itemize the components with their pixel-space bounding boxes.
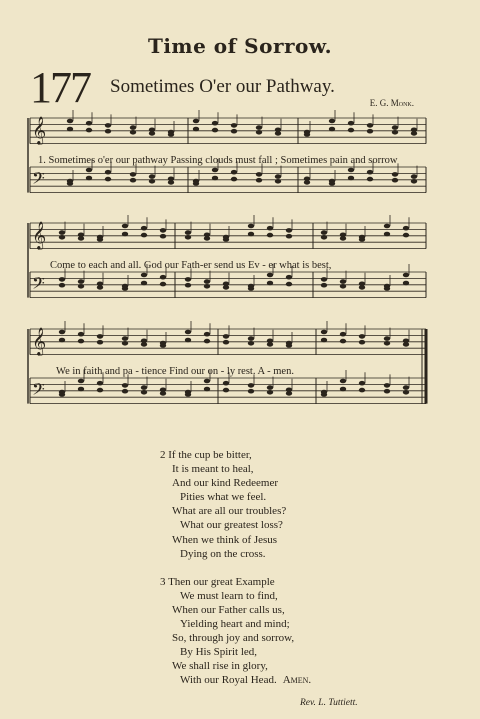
treble-clef: 𝄞 bbox=[32, 327, 47, 355]
note-head bbox=[256, 172, 262, 177]
note-head bbox=[392, 130, 398, 135]
treble-clef: 𝄞 bbox=[32, 116, 47, 144]
note-head bbox=[185, 392, 191, 397]
note-head bbox=[204, 284, 210, 289]
note-head bbox=[122, 232, 128, 237]
lyric-line-1: 1. Sometimes o'er our pathway Passing clouds must fall ; Sometimes pain and sorrow bbox=[38, 155, 398, 166]
note-head bbox=[204, 279, 210, 284]
note-head bbox=[185, 283, 191, 288]
note-head bbox=[212, 121, 218, 126]
note-head bbox=[160, 343, 166, 348]
note-head bbox=[286, 228, 292, 233]
note-head bbox=[97, 340, 103, 345]
note-head bbox=[231, 177, 237, 182]
note-head bbox=[97, 237, 103, 242]
note-head bbox=[223, 285, 229, 290]
verse-line: We must learn to find, bbox=[180, 589, 278, 602]
verses-block bbox=[160, 448, 311, 702]
note-head bbox=[286, 282, 292, 287]
note-head bbox=[275, 131, 281, 136]
note-head bbox=[149, 174, 155, 179]
note-head bbox=[105, 129, 111, 134]
note-head bbox=[185, 338, 191, 343]
note-head bbox=[130, 178, 136, 183]
note-head bbox=[141, 233, 147, 238]
note-head bbox=[403, 273, 409, 278]
note-head bbox=[359, 237, 365, 242]
note-head bbox=[59, 330, 65, 335]
note-head bbox=[411, 131, 417, 136]
note-head bbox=[86, 128, 92, 133]
note-head bbox=[340, 284, 346, 289]
note-head bbox=[267, 226, 273, 231]
note-head bbox=[97, 381, 103, 386]
note-head bbox=[304, 180, 310, 185]
lyric-line-2: Come to each and all. God our Fath-er send us Ev - er what is best, bbox=[50, 260, 332, 271]
verse-line: Pities what we feel. bbox=[180, 491, 267, 504]
bass-clef: 𝄢 bbox=[32, 273, 45, 297]
note-head bbox=[286, 275, 292, 280]
note-head bbox=[185, 230, 191, 235]
note-head bbox=[78, 339, 84, 344]
note-head bbox=[384, 383, 390, 388]
note-head bbox=[185, 330, 191, 335]
note-head bbox=[411, 174, 417, 179]
note-head bbox=[267, 390, 273, 395]
note-head bbox=[130, 172, 136, 177]
note-head bbox=[67, 119, 73, 124]
note-head bbox=[78, 379, 84, 384]
note-head bbox=[185, 277, 191, 282]
note-head bbox=[340, 279, 346, 284]
note-head bbox=[193, 127, 199, 132]
note-head bbox=[321, 392, 327, 397]
note-head bbox=[248, 383, 254, 388]
hymn-number: 177 bbox=[30, 63, 90, 112]
note-head bbox=[149, 131, 155, 136]
note-head bbox=[321, 338, 327, 343]
note-head bbox=[223, 388, 229, 393]
note-head bbox=[78, 332, 84, 337]
note-head bbox=[204, 236, 210, 241]
note-head bbox=[286, 234, 292, 239]
verse-line: What our greatest loss? bbox=[180, 519, 283, 532]
verse-line: With our Royal Head. bbox=[180, 674, 277, 687]
note-head bbox=[185, 235, 191, 240]
note-head bbox=[67, 181, 73, 186]
note-head bbox=[248, 341, 254, 346]
note-head bbox=[168, 180, 174, 185]
note-head bbox=[348, 128, 354, 133]
verse-line: By His Spirit led, bbox=[180, 646, 258, 659]
note-head bbox=[403, 233, 409, 238]
note-head bbox=[122, 224, 128, 229]
note-head bbox=[59, 277, 65, 282]
note-head bbox=[384, 389, 390, 394]
note-head bbox=[256, 178, 262, 183]
note-head bbox=[359, 334, 365, 339]
note-head bbox=[122, 336, 128, 341]
note-head bbox=[97, 334, 103, 339]
bass-clef: 𝄢 bbox=[32, 168, 45, 192]
note-head bbox=[78, 279, 84, 284]
note-head bbox=[384, 232, 390, 237]
note-head bbox=[321, 330, 327, 335]
note-head bbox=[392, 172, 398, 177]
note-head bbox=[340, 387, 346, 392]
note-head bbox=[78, 387, 84, 392]
note-head bbox=[160, 282, 166, 287]
note-head bbox=[105, 123, 111, 128]
verse-line: We shall rise in glory, bbox=[172, 660, 268, 673]
note-head bbox=[304, 132, 310, 137]
note-head bbox=[141, 342, 147, 347]
note-head bbox=[212, 128, 218, 133]
note-head bbox=[267, 281, 273, 286]
note-head bbox=[267, 342, 273, 347]
verse-3 bbox=[160, 575, 311, 688]
note-head bbox=[286, 391, 292, 396]
verse-line: So, through joy and sorrow, bbox=[172, 632, 295, 645]
note-head bbox=[321, 230, 327, 235]
note-head bbox=[160, 275, 166, 280]
note-head bbox=[86, 168, 92, 173]
note-head bbox=[105, 177, 111, 182]
note-head bbox=[359, 285, 365, 290]
verse-line: What are all our troubles? bbox=[172, 505, 287, 518]
note-head bbox=[67, 127, 73, 132]
note-head bbox=[348, 168, 354, 173]
note-head bbox=[78, 236, 84, 241]
note-head bbox=[59, 235, 65, 240]
note-head bbox=[149, 179, 155, 184]
note-head bbox=[59, 338, 65, 343]
note-head bbox=[86, 176, 92, 181]
verse-line: When our Father calls us, bbox=[172, 603, 285, 616]
note-head bbox=[204, 339, 210, 344]
note-head bbox=[348, 176, 354, 181]
note-head bbox=[223, 334, 229, 339]
note-head bbox=[321, 277, 327, 282]
note-head bbox=[204, 379, 210, 384]
note-head bbox=[231, 129, 237, 134]
note-head bbox=[130, 125, 136, 130]
note-head bbox=[59, 230, 65, 235]
note-head bbox=[329, 119, 335, 124]
verse-line: If the cup be bitter, bbox=[168, 449, 252, 461]
note-head bbox=[248, 286, 254, 291]
note-head bbox=[256, 125, 262, 130]
note-head bbox=[411, 179, 417, 184]
note-head bbox=[59, 392, 65, 397]
note-head bbox=[78, 284, 84, 289]
hymn-title: Sometimes O'er our Pathway. bbox=[110, 76, 335, 97]
note-head bbox=[367, 170, 373, 175]
note-head bbox=[160, 391, 166, 396]
section-title: Time of Sorrow. bbox=[147, 34, 333, 58]
lyricist-credit: Rev. L. Tuttiett. bbox=[300, 698, 358, 708]
verse-line: Dying on the cross. bbox=[180, 547, 266, 560]
verse-line: When we think of Jesus bbox=[172, 533, 278, 546]
note-head bbox=[160, 234, 166, 239]
verse-line: It is meant to heal, bbox=[172, 463, 254, 476]
note-head bbox=[359, 340, 365, 345]
note-head bbox=[223, 340, 229, 345]
note-head bbox=[329, 127, 335, 132]
note-head bbox=[392, 125, 398, 130]
note-head bbox=[160, 228, 166, 233]
note-head bbox=[384, 224, 390, 229]
note-head bbox=[86, 121, 92, 126]
note-head bbox=[141, 390, 147, 395]
note-head bbox=[168, 132, 174, 137]
note-head bbox=[248, 336, 254, 341]
note-head bbox=[256, 130, 262, 135]
note-head bbox=[97, 285, 103, 290]
note-head bbox=[267, 233, 273, 238]
note-head bbox=[359, 381, 365, 386]
note-head bbox=[193, 181, 199, 186]
note-head bbox=[275, 174, 281, 179]
note-head bbox=[340, 236, 346, 241]
note-head bbox=[231, 170, 237, 175]
verse-line: And our kind Redeemer bbox=[172, 477, 278, 490]
note-head bbox=[122, 341, 128, 346]
composer-credit: E. G. Monk. bbox=[369, 98, 414, 108]
verse-number: 2 bbox=[160, 449, 166, 461]
note-head bbox=[367, 129, 373, 134]
lyric-line-3: We in faith and pa - tience Find our on - ly rest. A - men. bbox=[56, 366, 294, 377]
note-head bbox=[392, 178, 398, 183]
note-head bbox=[286, 343, 292, 348]
note-head bbox=[193, 119, 199, 124]
note-head bbox=[122, 286, 128, 291]
note-head bbox=[248, 232, 254, 237]
note-head bbox=[248, 224, 254, 229]
note-head bbox=[223, 237, 229, 242]
verse-2 bbox=[160, 448, 311, 561]
note-head bbox=[367, 177, 373, 182]
note-head bbox=[384, 336, 390, 341]
note-head bbox=[105, 170, 111, 175]
note-head bbox=[359, 388, 365, 393]
note-head bbox=[141, 385, 147, 390]
note-head bbox=[141, 273, 147, 278]
note-head bbox=[275, 179, 281, 184]
note-head bbox=[59, 283, 65, 288]
note-head bbox=[321, 235, 327, 240]
note-head bbox=[212, 168, 218, 173]
note-head bbox=[212, 176, 218, 181]
note-head bbox=[267, 385, 273, 390]
note-head bbox=[97, 388, 103, 393]
verse-line: Then our great Example bbox=[168, 575, 275, 588]
note-head bbox=[223, 381, 229, 386]
note-head bbox=[348, 121, 354, 126]
note-head bbox=[204, 332, 210, 337]
note-head bbox=[340, 339, 346, 344]
note-head bbox=[141, 281, 147, 286]
note-head bbox=[403, 226, 409, 231]
note-head bbox=[204, 387, 210, 392]
note-head bbox=[141, 226, 147, 231]
verse-line: Yielding heart and mind; bbox=[180, 618, 290, 631]
note-head bbox=[122, 383, 128, 388]
note-head bbox=[329, 181, 335, 186]
note-head bbox=[403, 281, 409, 286]
note-head bbox=[130, 130, 136, 135]
note-head bbox=[403, 390, 409, 395]
note-head bbox=[122, 389, 128, 394]
note-head bbox=[384, 286, 390, 291]
note-head bbox=[340, 379, 346, 384]
note-head bbox=[321, 283, 327, 288]
note-head bbox=[267, 273, 273, 278]
verse-number: 3 bbox=[160, 575, 166, 588]
note-head bbox=[231, 123, 237, 128]
amen-label: Amen. bbox=[282, 674, 312, 687]
note-head bbox=[248, 389, 254, 394]
note-head bbox=[340, 332, 346, 337]
bass-clef: 𝄢 bbox=[32, 379, 45, 403]
note-head bbox=[403, 385, 409, 390]
note-head bbox=[403, 342, 409, 347]
treble-clef: 𝄞 bbox=[32, 221, 47, 249]
note-head bbox=[367, 123, 373, 128]
note-head bbox=[384, 341, 390, 346]
